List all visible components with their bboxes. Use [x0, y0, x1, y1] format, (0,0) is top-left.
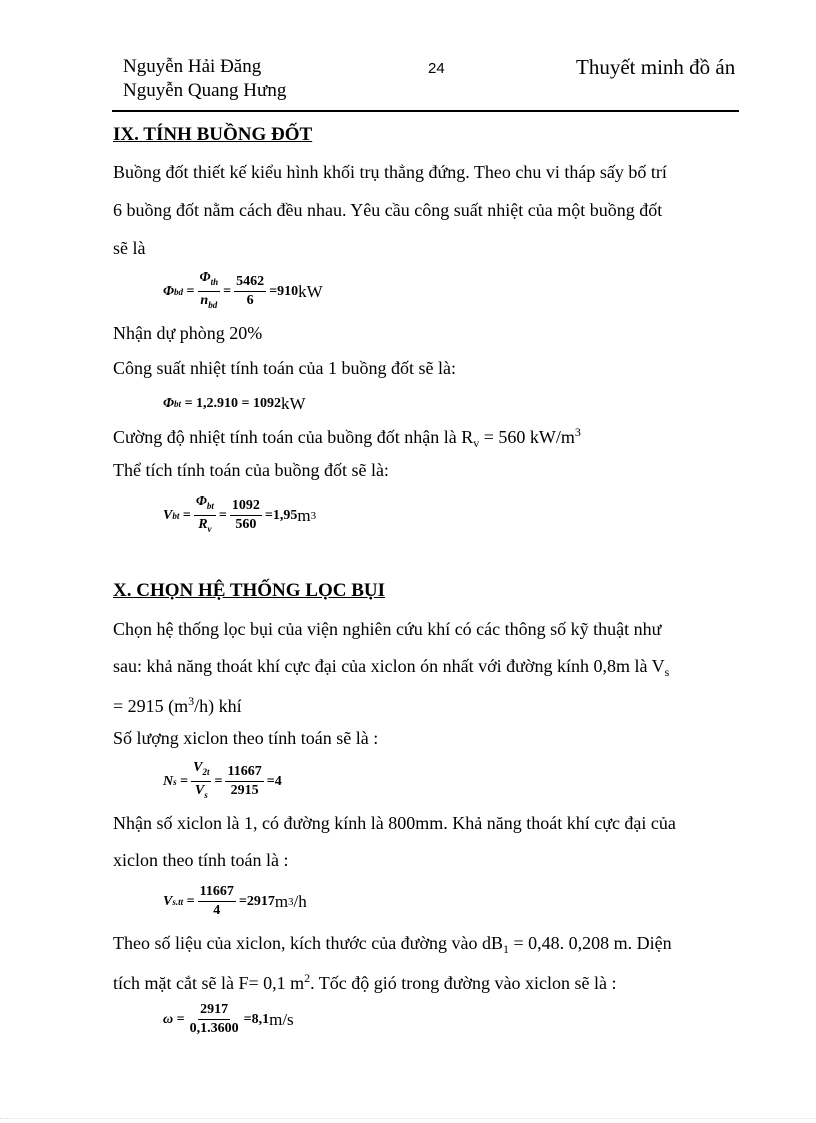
paragraph-line: Chọn hệ thống lọc bụi của viện nghiên cứu khí có các thông số kỹ thuật như [113, 619, 662, 639]
paragraph-line: xiclon theo tính toán là : [113, 850, 289, 870]
paragraph-line: Nhận số xiclon là 1, có đường kính là 800mm. Khả năng thoát khí cực đại của [113, 813, 676, 833]
paragraph-line: Số lượng xiclon theo tính toán sẽ là : [113, 728, 379, 748]
section-heading-9: IX. TÍNH BUỒNG ĐỐT [113, 124, 313, 145]
paragraph-line: Theo số liệu của xiclon, kích thước của đường vào $dB_1 = 0,48$. 0,208 m. Diện [113, 933, 672, 956]
paragraph-line: 6 buồng đốt nằm cách đều nhau. Yêu cầu công suất nhiệt của một buồng đốt [113, 200, 663, 220]
paragraph-line: tích mặt cắt sẽ là F= 0,1 $m^2$. Tốc độ gió trong đường vào xiclon sẽ là : [113, 971, 617, 993]
paragraph-line: Buồng đốt thiết kế kiểu hình khối trụ thẳng đứng. Theo chu vi tháp sấy bố trí [113, 162, 667, 182]
page-number: 24 [428, 60, 445, 77]
document-title: Thuyết minh đồ án [576, 55, 736, 79]
paragraph-line: Công suất nhiệt tính toán của 1 buồng đốt sẽ là: [113, 358, 456, 378]
paragraph-line: Nhận dự phòng 20% [113, 323, 263, 343]
equation-6: ω = $\frac{2917}{0,1.3600}$ = 8,1 m/s [163, 1002, 294, 1036]
equation-3: V bt = $\frac{\Phi_{bt}}{R_v}$ = $\frac{1092}{560}$ = 1,95 m 3 [163, 494, 317, 534]
paragraph-line: Thể tích tính toán của buồng đốt sẽ là: [113, 460, 389, 480]
equation-5: V s.tt = $\frac{11667}{4}$ = 2917 m 3 /h [163, 884, 307, 918]
section-heading-10: X. CHỌN HỆ THỐNG LỌC BỤI [113, 580, 386, 601]
paragraph-line: sau: khả năng thoát khí cực đại của xiclon ón nhất với đường kính 0,8m là $V_s$ [113, 656, 670, 679]
author-name-1: Nguyễn Hải Đăng [123, 56, 262, 77]
author-name-2: Nguyễn Quang Hưng [123, 80, 287, 101]
paragraph-line: sẽ là [113, 238, 146, 258]
header-divider [112, 110, 739, 112]
equation-2: Φ bt = 1,2.910 = 1092 kW [163, 394, 306, 413]
equation-1: Φ bd = $\frac{\Phi_{th}}{n_{bd}}$ = $\frac{5462}{6}$ = 910 kW [163, 270, 323, 310]
paragraph-line: = 2915 $(m^3/h)$ khí [113, 694, 242, 716]
equation-4: N s = $\frac{V_{2t}}{V_s}$ = $\frac{11667}{2915}$ = 4 [163, 760, 282, 800]
paragraph-line: Cường độ nhiệt tính toán của buồng đốt nhận là $R_v = 560$ $kW/m^3$ [113, 425, 581, 450]
page-bottom-edge [0, 1118, 816, 1119]
